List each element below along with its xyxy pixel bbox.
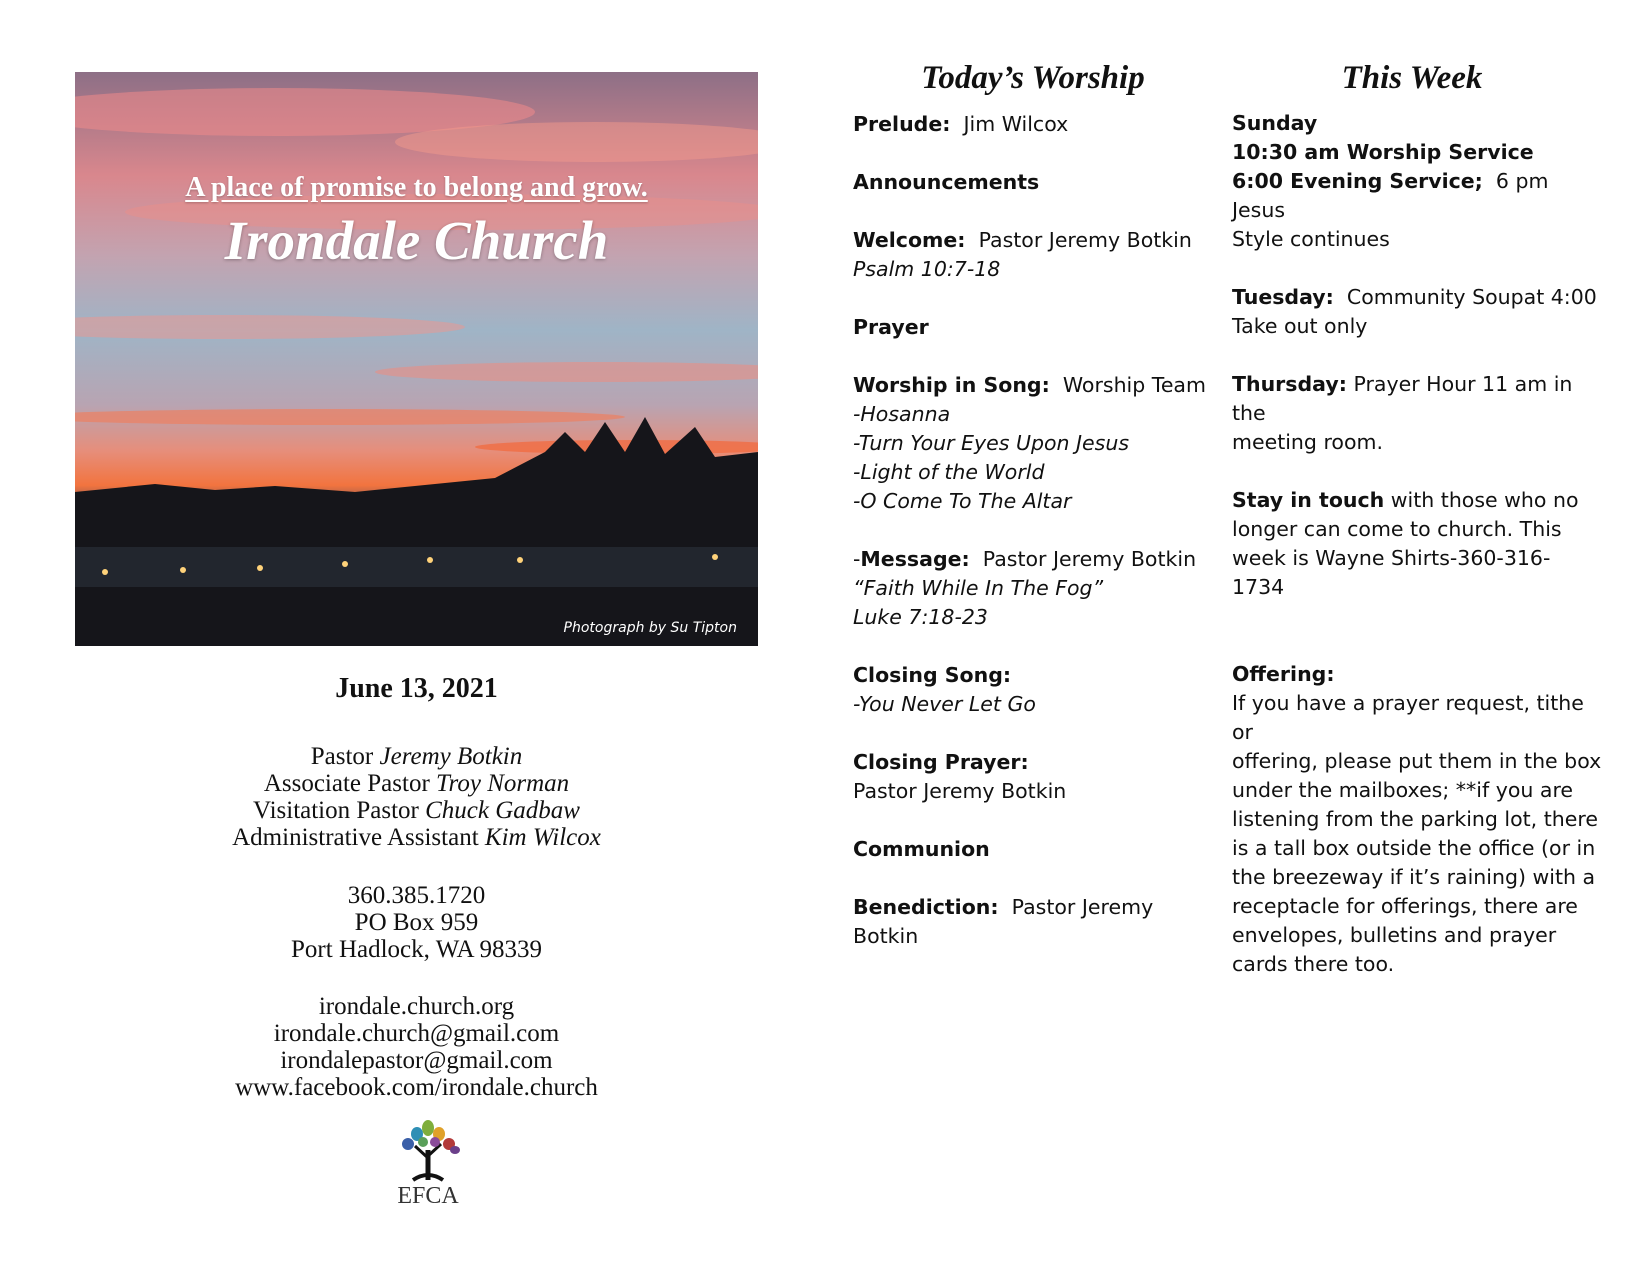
bulletin-date: June 13, 2021: [335, 673, 498, 704]
efca-label: EFCA: [397, 1183, 459, 1209]
stay-in-touch-text: longer can come to church. This: [1232, 517, 1562, 541]
song-item: -Turn Your Eyes Upon Jesus: [853, 431, 1130, 455]
offering-label: Offering:: [1232, 662, 1335, 686]
offering-text: the breezeway if it’s raining) with a: [1232, 865, 1596, 889]
thursday-line: Thursday: Prayer Hour 11 am in the: [1232, 372, 1573, 425]
efca-logo: [383, 1120, 473, 1210]
tuesday-line: Tuesday: Community Soupat 4:00: [1232, 285, 1597, 309]
todays-worship-column: [853, 58, 1213, 951]
thursday-note: meeting room.: [1232, 430, 1383, 454]
church-name: Irondale Church: [224, 210, 609, 271]
prayer-line: Prayer: [853, 315, 929, 339]
stay-in-touch-text: week is Wayne Shirts-360-316-1734: [1232, 546, 1551, 599]
welcome-scripture: Psalm 10:7-18: [853, 257, 1001, 281]
offering-text: is a tall box outside the office (or in: [1232, 836, 1596, 860]
offering-text: listening from the parking lot, there: [1232, 807, 1598, 831]
prelude-line: Prelude: Jim Wilcox: [853, 112, 1069, 136]
closing-song: -You Never Let Go: [853, 692, 1036, 716]
worship-heading: Today’s Worship: [921, 60, 1145, 96]
sunday-label: Sunday: [1232, 111, 1318, 135]
offering-text: envelopes, bulletins and prayer: [1232, 923, 1557, 947]
facebook-link[interactable]: www.facebook.com/irondale.church: [235, 1074, 598, 1101]
welcome-line: Welcome: Pastor Jeremy Botkin: [853, 228, 1192, 252]
sunday-service: 10:30 am Worship Service: [1232, 140, 1534, 164]
tagline: A place of promise to belong and grow.: [185, 172, 648, 203]
staff-list: [75, 743, 758, 851]
city-address: Port Hadlock, WA 98339: [291, 936, 542, 963]
offering-text: receptacle for offerings, there are: [1232, 894, 1578, 918]
sunset-photo: [75, 72, 758, 646]
email-link[interactable]: irondale.church@gmail.com: [273, 1020, 560, 1047]
photo-credit: Photograph by Su Tipton: [563, 620, 737, 636]
evening-service: 6:00 Evening Service; 6 pm Jesus: [1232, 169, 1549, 222]
staff-row: Pastor Jeremy Botkin: [310, 743, 523, 770]
song-item: -O Come To The Altar: [853, 489, 1072, 513]
worship-song-line: Worship in Song: Worship Team: [853, 373, 1206, 397]
week-heading: This Week: [1341, 60, 1483, 96]
this-week-column: [1232, 58, 1602, 979]
closing-song-label: Closing Song:: [853, 663, 1012, 687]
phone-number: 360.385.1720: [347, 882, 486, 909]
offering-text: If you have a prayer request, tithe or: [1232, 691, 1584, 744]
staff-row: Administrative Assistant Kim Wilcox: [232, 824, 601, 851]
cover-photo: [75, 72, 758, 646]
closing-prayer-value: Pastor Jeremy Botkin: [853, 779, 1067, 803]
pastor-email-link[interactable]: irondalepastor@gmail.com: [280, 1047, 553, 1074]
message-scripture: Luke 7:18-23: [853, 605, 988, 629]
evening-service-cont: Style continues: [1232, 227, 1390, 251]
web-block: [75, 993, 758, 1101]
contact-block: [75, 882, 758, 963]
po-box: PO Box 959: [354, 909, 479, 936]
stay-in-touch-line: Stay in touch with those who no: [1232, 488, 1579, 512]
staff-row: Visitation Pastor Chuck Gadbaw: [253, 797, 580, 824]
closing-prayer-label: Closing Prayer:: [853, 750, 1029, 774]
announcements-line: Announcements: [853, 170, 1040, 194]
website-link[interactable]: irondale.church.org: [318, 993, 515, 1020]
tuesday-note: Take out only: [1232, 314, 1368, 338]
staff-row: Associate Pastor Troy Norman: [263, 770, 570, 797]
song-item: -Hosanna: [853, 402, 951, 426]
offering-text: under the mailboxes; **if you are: [1232, 778, 1574, 802]
song-item: -Light of the World: [853, 460, 1045, 484]
offering-text: offering, please put them in the box: [1232, 749, 1602, 773]
offering-text: cards there too.: [1232, 952, 1395, 976]
tree-icon: [393, 1120, 463, 1182]
message-line: -Message: Pastor Jeremy Botkin: [853, 547, 1197, 571]
benediction-line: Benediction: Pastor Jeremy Botkin: [853, 895, 1154, 948]
communion-line: Communion: [853, 837, 990, 861]
message-title: “Faith While In The Fog”: [853, 576, 1104, 600]
